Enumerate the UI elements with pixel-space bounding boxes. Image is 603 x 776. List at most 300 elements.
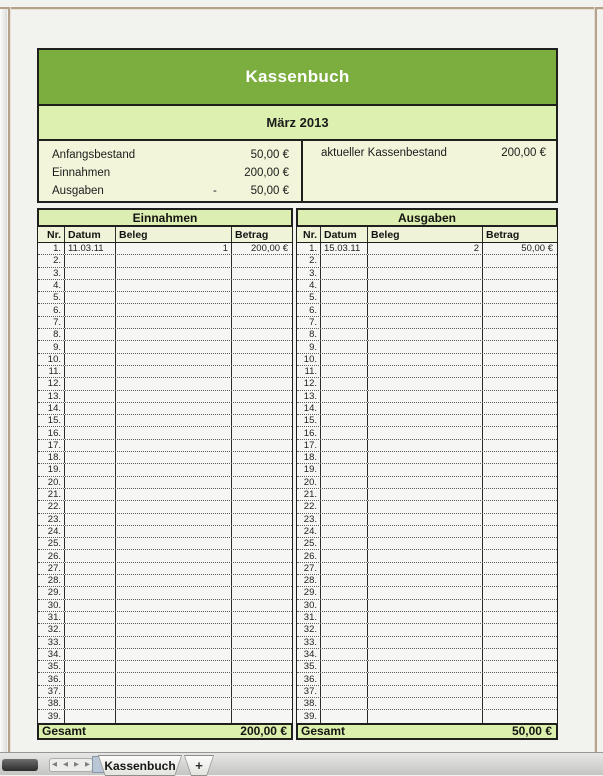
betrag-cell[interactable] bbox=[483, 526, 557, 537]
betrag-cell[interactable] bbox=[483, 550, 557, 561]
betrag-cell[interactable] bbox=[483, 538, 557, 549]
beleg-cell[interactable] bbox=[368, 415, 483, 426]
beleg-cell[interactable] bbox=[368, 501, 483, 512]
betrag-cell[interactable] bbox=[483, 612, 557, 623]
beleg-cell[interactable] bbox=[368, 427, 483, 438]
beleg-cell[interactable] bbox=[116, 255, 232, 266]
datum-cell[interactable] bbox=[65, 341, 116, 352]
beleg-cell[interactable] bbox=[116, 661, 232, 672]
betrag-cell[interactable] bbox=[483, 366, 557, 377]
row-number-cell[interactable]: 22. bbox=[38, 501, 65, 512]
row-number-cell[interactable]: 22. bbox=[297, 501, 321, 512]
row-number-cell[interactable]: 21. bbox=[38, 489, 65, 500]
datum-cell[interactable] bbox=[321, 686, 368, 697]
betrag-cell[interactable] bbox=[483, 587, 557, 598]
beleg-cell[interactable] bbox=[368, 612, 483, 623]
table-row[interactable] bbox=[38, 403, 292, 415]
row-number-cell[interactable]: 28. bbox=[38, 575, 65, 586]
beleg-cell[interactable] bbox=[116, 366, 232, 377]
beleg-cell[interactable] bbox=[116, 452, 232, 463]
row-number-cell[interactable]: 11. bbox=[38, 366, 65, 377]
row-number-cell[interactable]: 39. bbox=[297, 710, 321, 722]
betrag-cell[interactable] bbox=[483, 489, 557, 500]
betrag-cell[interactable] bbox=[483, 464, 557, 475]
beleg-cell[interactable] bbox=[368, 550, 483, 561]
datum-cell[interactable] bbox=[321, 440, 368, 451]
row-number-cell[interactable]: 29. bbox=[38, 587, 65, 598]
beleg-cell[interactable] bbox=[368, 329, 483, 340]
row-number-cell[interactable]: 29. bbox=[297, 587, 321, 598]
row-number-cell[interactable]: 16. bbox=[38, 427, 65, 438]
row-number-cell[interactable]: 31. bbox=[38, 612, 65, 623]
betrag-cell[interactable] bbox=[232, 440, 292, 451]
datum-cell[interactable] bbox=[321, 329, 368, 340]
datum-cell[interactable] bbox=[321, 378, 368, 389]
row-number-cell[interactable]: 30. bbox=[297, 600, 321, 611]
summary-balance[interactable] bbox=[303, 141, 556, 201]
datum-cell[interactable] bbox=[321, 464, 368, 475]
summary-row-ausgaben[interactable] bbox=[52, 182, 289, 200]
row-number-cell[interactable]: 12. bbox=[38, 378, 65, 389]
next-sheet-icon[interactable]: ▶ bbox=[74, 760, 79, 768]
datum-cell[interactable]: 15.03.11 bbox=[321, 243, 368, 254]
table-row[interactable] bbox=[38, 514, 292, 526]
betrag-cell[interactable] bbox=[232, 317, 292, 328]
beleg-cell[interactable] bbox=[116, 378, 232, 389]
betrag-cell[interactable] bbox=[232, 550, 292, 561]
betrag-cell[interactable] bbox=[232, 538, 292, 549]
row-number-cell[interactable]: 3. bbox=[38, 268, 65, 279]
table-row[interactable] bbox=[38, 391, 292, 403]
datum-cell[interactable] bbox=[321, 317, 368, 328]
betrag-cell[interactable] bbox=[232, 354, 292, 365]
betrag-cell[interactable] bbox=[483, 686, 557, 697]
betrag-cell[interactable] bbox=[483, 391, 557, 402]
table-row[interactable] bbox=[297, 268, 557, 280]
beleg-cell[interactable] bbox=[368, 255, 483, 266]
table-row[interactable] bbox=[297, 538, 557, 550]
beleg-cell[interactable] bbox=[116, 612, 232, 623]
table-row[interactable] bbox=[297, 526, 557, 538]
datum-cell[interactable] bbox=[321, 268, 368, 279]
beleg-cell[interactable] bbox=[116, 292, 232, 303]
betrag-cell[interactable] bbox=[483, 268, 557, 279]
beleg-cell[interactable] bbox=[368, 637, 483, 648]
table-row[interactable] bbox=[297, 698, 557, 710]
betrag-cell[interactable] bbox=[483, 280, 557, 291]
beleg-cell[interactable] bbox=[368, 538, 483, 549]
betrag-cell[interactable] bbox=[483, 317, 557, 328]
datum-cell[interactable] bbox=[321, 526, 368, 537]
betrag-cell[interactable] bbox=[232, 575, 292, 586]
betrag-cell[interactable] bbox=[232, 489, 292, 500]
row-number-cell[interactable]: 6. bbox=[38, 304, 65, 315]
beleg-cell[interactable] bbox=[368, 317, 483, 328]
row-number-cell[interactable]: 5. bbox=[38, 292, 65, 303]
row-number-cell[interactable]: 37. bbox=[297, 686, 321, 697]
datum-cell[interactable] bbox=[65, 464, 116, 475]
table-row[interactable] bbox=[38, 268, 292, 280]
row-number-cell[interactable]: 34. bbox=[297, 649, 321, 660]
beleg-cell[interactable] bbox=[368, 268, 483, 279]
datum-cell[interactable] bbox=[321, 649, 368, 660]
datum-cell[interactable] bbox=[65, 366, 116, 377]
betrag-cell[interactable] bbox=[232, 686, 292, 697]
beleg-cell[interactable]: 1 bbox=[116, 243, 232, 254]
beleg-cell[interactable] bbox=[368, 661, 483, 672]
table-row[interactable] bbox=[38, 280, 292, 292]
betrag-cell[interactable] bbox=[483, 698, 557, 709]
table-row[interactable] bbox=[297, 354, 557, 366]
beleg-cell[interactable] bbox=[116, 550, 232, 561]
table-row[interactable] bbox=[38, 563, 292, 575]
betrag-cell[interactable] bbox=[483, 514, 557, 525]
beleg-cell[interactable] bbox=[116, 649, 232, 660]
datum-cell[interactable] bbox=[65, 403, 116, 414]
row-number-cell[interactable]: 1. bbox=[38, 243, 65, 254]
table-row[interactable] bbox=[297, 587, 557, 599]
table-row[interactable] bbox=[38, 378, 292, 390]
previous-sheet-icon[interactable]: ◀ bbox=[63, 760, 68, 768]
row-number-cell[interactable]: 7. bbox=[297, 317, 321, 328]
datum-cell[interactable] bbox=[65, 268, 116, 279]
table-row[interactable] bbox=[38, 624, 292, 636]
beleg-cell[interactable] bbox=[116, 403, 232, 414]
row-number-cell[interactable]: 13. bbox=[297, 391, 321, 402]
row-number-cell[interactable]: 9. bbox=[297, 341, 321, 352]
datum-cell[interactable] bbox=[321, 501, 368, 512]
beleg-cell[interactable] bbox=[116, 304, 232, 315]
row-number-cell[interactable]: 19. bbox=[38, 464, 65, 475]
table-row[interactable] bbox=[38, 440, 292, 452]
betrag-cell[interactable] bbox=[483, 673, 557, 684]
datum-cell[interactable] bbox=[65, 673, 116, 684]
row-number-cell[interactable]: 8. bbox=[38, 329, 65, 340]
table-row[interactable] bbox=[38, 354, 292, 366]
datum-cell[interactable] bbox=[65, 710, 116, 722]
row-number-cell[interactable]: 27. bbox=[297, 563, 321, 574]
datum-cell[interactable] bbox=[65, 550, 116, 561]
beleg-cell[interactable] bbox=[368, 440, 483, 451]
row-number-cell[interactable]: 1. bbox=[297, 243, 321, 254]
datum-cell[interactable] bbox=[321, 575, 368, 586]
betrag-cell[interactable] bbox=[483, 378, 557, 389]
beleg-cell[interactable] bbox=[368, 587, 483, 598]
beleg-cell[interactable] bbox=[368, 464, 483, 475]
datum-cell[interactable] bbox=[65, 563, 116, 574]
datum-cell[interactable] bbox=[65, 612, 116, 623]
beleg-cell[interactable] bbox=[116, 538, 232, 549]
datum-cell[interactable] bbox=[321, 612, 368, 623]
betrag-cell[interactable] bbox=[483, 563, 557, 574]
beleg-cell[interactable] bbox=[368, 698, 483, 709]
table-row[interactable] bbox=[38, 526, 292, 538]
betrag-cell[interactable]: 200,00 € bbox=[251, 243, 288, 255]
beleg-cell[interactable] bbox=[368, 710, 483, 722]
table-row[interactable] bbox=[297, 649, 557, 661]
beleg-cell[interactable] bbox=[116, 489, 232, 500]
table-row[interactable] bbox=[297, 612, 557, 624]
table-row[interactable] bbox=[38, 538, 292, 550]
table-row[interactable] bbox=[38, 489, 292, 501]
datum-cell[interactable] bbox=[321, 698, 368, 709]
datum-cell[interactable] bbox=[65, 575, 116, 586]
table-row[interactable] bbox=[297, 514, 557, 526]
betrag-cell[interactable] bbox=[483, 304, 557, 315]
table-row[interactable] bbox=[38, 243, 292, 255]
datum-cell[interactable] bbox=[65, 514, 116, 525]
row-number-cell[interactable]: 27. bbox=[38, 563, 65, 574]
datum-cell[interactable] bbox=[321, 391, 368, 402]
row-number-cell[interactable]: 35. bbox=[38, 661, 65, 672]
row-number-cell[interactable]: 7. bbox=[38, 317, 65, 328]
datum-cell[interactable] bbox=[65, 587, 116, 598]
table-row[interactable] bbox=[297, 243, 557, 255]
betrag-cell[interactable] bbox=[483, 477, 557, 488]
table-row[interactable] bbox=[38, 427, 292, 439]
betrag-cell[interactable] bbox=[483, 637, 557, 648]
add-sheet-tab[interactable] bbox=[184, 755, 214, 776]
table-row[interactable] bbox=[38, 366, 292, 378]
row-number-cell[interactable]: 34. bbox=[38, 649, 65, 660]
row-number-cell[interactable]: 11. bbox=[297, 366, 321, 377]
row-number-cell[interactable]: 31. bbox=[297, 612, 321, 623]
row-number-cell[interactable]: 2. bbox=[38, 255, 65, 266]
datum-cell[interactable] bbox=[321, 415, 368, 426]
betrag-cell[interactable] bbox=[483, 452, 557, 463]
table-row[interactable] bbox=[297, 661, 557, 673]
beleg-cell[interactable] bbox=[368, 366, 483, 377]
row-number-cell[interactable]: 32. bbox=[297, 624, 321, 635]
row-number-cell[interactable]: 13. bbox=[38, 391, 65, 402]
datum-cell[interactable] bbox=[65, 427, 116, 438]
betrag-cell[interactable] bbox=[232, 255, 292, 266]
datum-cell[interactable] bbox=[321, 292, 368, 303]
table-row[interactable] bbox=[297, 366, 557, 378]
table-row[interactable] bbox=[38, 329, 292, 341]
table-row[interactable] bbox=[297, 464, 557, 476]
row-number-cell[interactable]: 39. bbox=[38, 710, 65, 722]
betrag-cell[interactable] bbox=[483, 440, 557, 451]
datum-cell[interactable] bbox=[65, 600, 116, 611]
betrag-cell[interactable] bbox=[232, 329, 292, 340]
beleg-cell[interactable]: 2 bbox=[368, 243, 483, 254]
row-number-cell[interactable]: 23. bbox=[38, 514, 65, 525]
datum-cell[interactable] bbox=[65, 415, 116, 426]
row-number-cell[interactable]: 17. bbox=[297, 440, 321, 451]
betrag-cell[interactable] bbox=[232, 661, 292, 672]
row-number-cell[interactable]: 4. bbox=[297, 280, 321, 291]
table-row[interactable] bbox=[297, 550, 557, 562]
betrag-cell[interactable] bbox=[483, 501, 557, 512]
table-row[interactable] bbox=[38, 612, 292, 624]
datum-cell[interactable] bbox=[321, 661, 368, 672]
row-number-cell[interactable]: 17. bbox=[38, 440, 65, 451]
datum-cell[interactable] bbox=[65, 255, 116, 266]
betrag-cell[interactable] bbox=[483, 255, 557, 266]
betrag-cell[interactable] bbox=[483, 710, 557, 722]
beleg-cell[interactable] bbox=[116, 637, 232, 648]
beleg-cell[interactable] bbox=[368, 391, 483, 402]
table-row[interactable] bbox=[38, 637, 292, 649]
beleg-cell[interactable] bbox=[116, 501, 232, 512]
table-row[interactable] bbox=[38, 587, 292, 599]
row-number-cell[interactable]: 33. bbox=[38, 637, 65, 648]
datum-cell[interactable] bbox=[65, 501, 116, 512]
beleg-cell[interactable] bbox=[116, 391, 232, 402]
table-row[interactable] bbox=[38, 304, 292, 316]
first-sheet-icon[interactable]: ◀ bbox=[52, 760, 57, 768]
row-number-cell[interactable]: 19. bbox=[297, 464, 321, 475]
beleg-cell[interactable] bbox=[368, 600, 483, 611]
row-number-cell[interactable]: 10. bbox=[297, 354, 321, 365]
beleg-cell[interactable] bbox=[368, 686, 483, 697]
table-row[interactable] bbox=[38, 341, 292, 353]
beleg-cell[interactable] bbox=[116, 673, 232, 684]
betrag-cell[interactable] bbox=[232, 514, 292, 525]
row-number-cell[interactable]: 21. bbox=[297, 489, 321, 500]
beleg-cell[interactable] bbox=[368, 477, 483, 488]
beleg-cell[interactable] bbox=[368, 514, 483, 525]
table-row[interactable] bbox=[297, 710, 557, 722]
table-row[interactable] bbox=[297, 686, 557, 698]
summary-row-anfangsbestand[interactable] bbox=[52, 146, 289, 164]
table-row[interactable] bbox=[297, 600, 557, 612]
row-number-cell[interactable]: 23. bbox=[297, 514, 321, 525]
table-row[interactable] bbox=[297, 280, 557, 292]
row-number-cell[interactable]: 14. bbox=[297, 403, 321, 414]
datum-cell[interactable] bbox=[321, 624, 368, 635]
datum-cell[interactable] bbox=[321, 341, 368, 352]
beleg-cell[interactable] bbox=[368, 304, 483, 315]
datum-cell[interactable] bbox=[321, 563, 368, 574]
row-number-cell[interactable]: 9. bbox=[38, 341, 65, 352]
datum-cell[interactable] bbox=[321, 427, 368, 438]
betrag-cell[interactable] bbox=[483, 661, 557, 672]
datum-cell[interactable] bbox=[321, 280, 368, 291]
row-number-cell[interactable]: 33. bbox=[297, 637, 321, 648]
datum-cell[interactable] bbox=[321, 354, 368, 365]
beleg-cell[interactable] bbox=[368, 673, 483, 684]
beleg-cell[interactable] bbox=[116, 280, 232, 291]
table-row[interactable] bbox=[38, 292, 292, 304]
table-row[interactable] bbox=[297, 575, 557, 587]
table-row[interactable] bbox=[297, 341, 557, 353]
row-number-cell[interactable]: 25. bbox=[297, 538, 321, 549]
datum-cell[interactable] bbox=[65, 489, 116, 500]
table-row[interactable] bbox=[38, 661, 292, 673]
beleg-cell[interactable] bbox=[116, 415, 232, 426]
beleg-cell[interactable] bbox=[368, 526, 483, 537]
row-number-cell[interactable]: 12. bbox=[297, 378, 321, 389]
betrag-cell[interactable] bbox=[232, 526, 292, 537]
betrag-cell[interactable] bbox=[483, 649, 557, 660]
datum-cell[interactable] bbox=[65, 477, 116, 488]
table-row[interactable] bbox=[297, 317, 557, 329]
row-number-cell[interactable]: 26. bbox=[38, 550, 65, 561]
table-row[interactable] bbox=[38, 464, 292, 476]
beleg-cell[interactable] bbox=[116, 440, 232, 451]
datum-cell[interactable] bbox=[65, 686, 116, 697]
row-number-cell[interactable]: 14. bbox=[38, 403, 65, 414]
datum-cell[interactable] bbox=[321, 637, 368, 648]
table-row[interactable] bbox=[38, 452, 292, 464]
betrag-cell[interactable] bbox=[232, 710, 292, 722]
betrag-cell[interactable] bbox=[232, 464, 292, 475]
row-number-cell[interactable]: 10. bbox=[38, 354, 65, 365]
datum-cell[interactable] bbox=[65, 329, 116, 340]
betrag-cell[interactable] bbox=[232, 292, 292, 303]
datum-cell[interactable] bbox=[321, 366, 368, 377]
row-number-cell[interactable]: 30. bbox=[38, 600, 65, 611]
beleg-cell[interactable] bbox=[116, 268, 232, 279]
betrag-cell[interactable] bbox=[483, 292, 557, 303]
betrag-cell[interactable] bbox=[232, 341, 292, 352]
row-number-cell[interactable]: 37. bbox=[38, 686, 65, 697]
beleg-cell[interactable] bbox=[368, 624, 483, 635]
table-row[interactable] bbox=[297, 477, 557, 489]
datum-cell[interactable] bbox=[65, 354, 116, 365]
betrag-cell[interactable] bbox=[232, 501, 292, 512]
betrag-cell[interactable] bbox=[232, 477, 292, 488]
table-row[interactable] bbox=[297, 427, 557, 439]
table-row[interactable] bbox=[297, 403, 557, 415]
betrag-cell[interactable] bbox=[232, 452, 292, 463]
datum-cell[interactable] bbox=[321, 600, 368, 611]
table-row[interactable] bbox=[297, 255, 557, 267]
beleg-cell[interactable] bbox=[116, 710, 232, 722]
betrag-cell[interactable] bbox=[232, 403, 292, 414]
table-row[interactable] bbox=[38, 317, 292, 329]
beleg-cell[interactable] bbox=[116, 600, 232, 611]
beleg-cell[interactable] bbox=[368, 452, 483, 463]
betrag-cell[interactable] bbox=[483, 427, 557, 438]
datum-cell[interactable] bbox=[65, 661, 116, 672]
datum-cell[interactable] bbox=[321, 710, 368, 722]
scroll-corner-handle[interactable] bbox=[2, 759, 38, 771]
betrag-cell[interactable] bbox=[232, 698, 292, 709]
betrag-cell[interactable] bbox=[483, 600, 557, 611]
beleg-cell[interactable] bbox=[368, 341, 483, 352]
betrag-cell[interactable]: 50,00 € bbox=[521, 243, 553, 255]
betrag-cell[interactable] bbox=[232, 304, 292, 315]
betrag-cell[interactable] bbox=[483, 575, 557, 586]
row-number-cell[interactable]: 25. bbox=[38, 538, 65, 549]
datum-cell[interactable] bbox=[65, 526, 116, 537]
beleg-cell[interactable] bbox=[368, 280, 483, 291]
beleg-cell[interactable] bbox=[116, 563, 232, 574]
betrag-cell[interactable] bbox=[232, 415, 292, 426]
row-number-cell[interactable]: 32. bbox=[38, 624, 65, 635]
datum-cell[interactable] bbox=[65, 378, 116, 389]
table-row[interactable] bbox=[297, 415, 557, 427]
table-row[interactable] bbox=[297, 501, 557, 513]
beleg-cell[interactable] bbox=[368, 489, 483, 500]
betrag-cell[interactable] bbox=[483, 354, 557, 365]
table-row[interactable] bbox=[297, 489, 557, 501]
row-number-cell[interactable]: 8. bbox=[297, 329, 321, 340]
beleg-cell[interactable] bbox=[368, 378, 483, 389]
summary-row-einnahmen[interactable] bbox=[52, 164, 289, 182]
row-number-cell[interactable]: 18. bbox=[38, 452, 65, 463]
datum-cell[interactable] bbox=[321, 477, 368, 488]
datum-cell[interactable] bbox=[321, 489, 368, 500]
datum-cell[interactable] bbox=[321, 452, 368, 463]
table-row[interactable] bbox=[38, 686, 292, 698]
datum-cell[interactable] bbox=[321, 550, 368, 561]
table-row[interactable] bbox=[297, 329, 557, 341]
table-row[interactable] bbox=[297, 391, 557, 403]
